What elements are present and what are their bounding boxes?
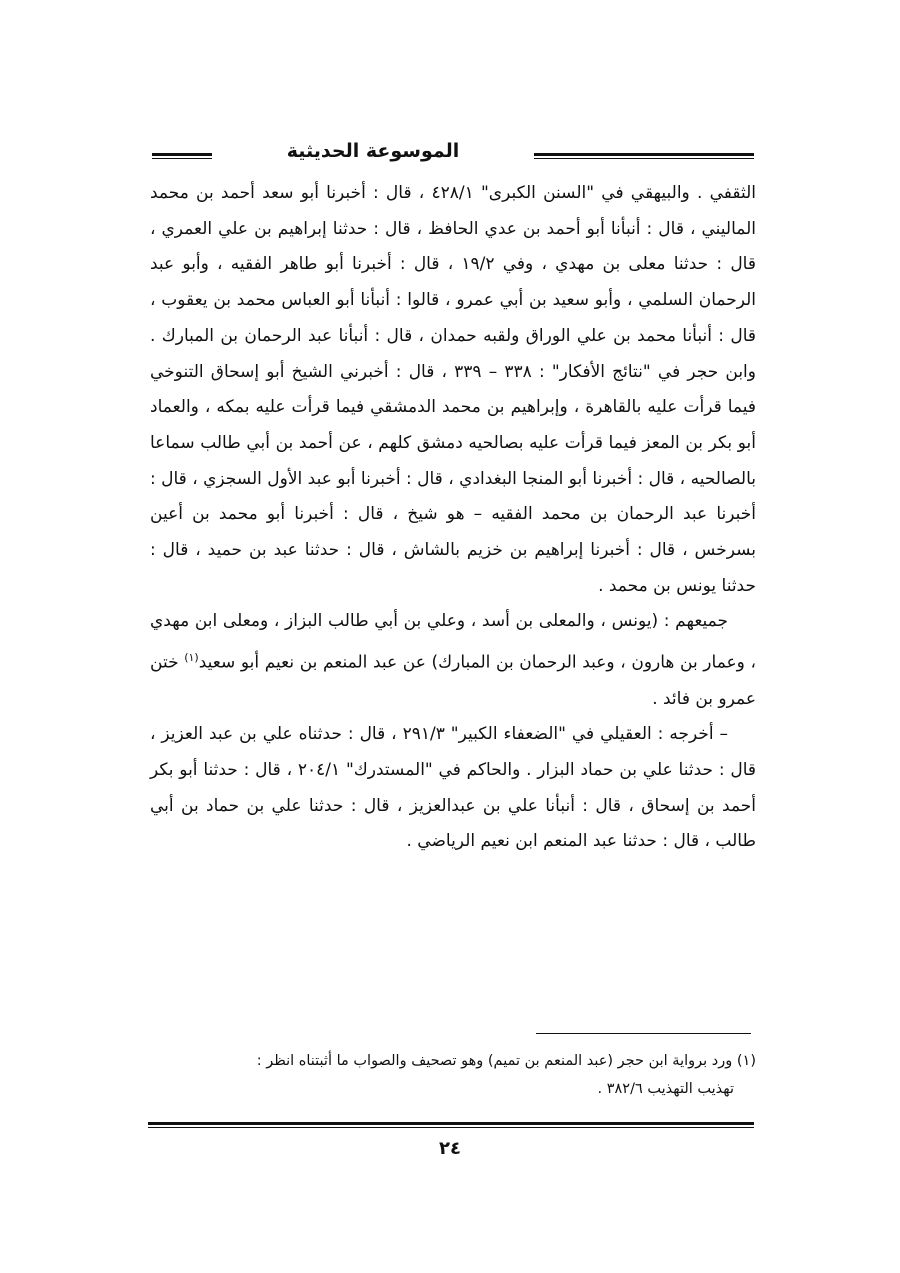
footnote-line-2: تهذيب التهذيب ٣٨٢/٦ . <box>597 1081 734 1097</box>
paragraph-2-text: جميعهم : (يونس ، والمعلى بن أسد ، وعلي بن أبي طالب البزاز ، ومعلى ابن مهدي ، وعمار بن هارون ، وعبد الرحمان بن المبارك) عن عبد المنعم بن نعيم أبو سعيد <box>150 611 756 673</box>
page-number: ٢٤ <box>439 1138 461 1159</box>
paragraph-2 <box>150 604 756 717</box>
paragraph-1: الثقفي . والبيهقي في "السنن الكبرى" ٤٢٨/١ ، قال : أخبرنا أبو سعد أحمد بن محمد الماليني ، قال : أنبأنا أبو أحمد بن عدي الحافظ ، قال : حدثنا إبراهيم بن علي العمري ، قال : حدثنا معلى بن مهدي ، وفي ١٩/٢ ، قال : أخبرنا أبو طاهر الفقيه ، وأبو عبد الرحمان السلمي ، وأبو سعيد بن أبي عمرو ، قالوا : أنبأنا أبو العباس محمد بن يعقوب ، قال : أنبأنا محمد بن علي الوراق ولقبه حمدان ، قال : أنبأنا عبد الرحمان بن المبارك . وابن حجر في "نتائج الأفكار" : ٣٣٨ – ٣٣٩ ، قال : أخبرني الشيخ أبو إسحاق التنوخي فيما قرأت عليه بالقاهرة ، وإبراهيم بن محمد الدمشقي فيما قرأت عليه بمكه ، والعماد أبو بكر بن المعز فيما قرأت عليه بصالحيه دمشق كلهم ، عن أحمد بن أبي طالب سماعا بالصالحيه ، قال : أخبرنا أبو المنجا البغدادي ، قال : أخبرنا أبو عبد الأول السجزي ، قال : أخبرنا عبد الرحمان بن محمد الفقيه – هو شيخ ، قال : أخبرنا أبو محمد بن أعين بسرخس ، قال : أخبرنا إبراهيم بن خزيم بالشاش ، قال : حدثنا عبد بن حميد ، قال : حدثنا يونس بن محمد . <box>150 183 756 596</box>
paragraph-3: – أخرجه : العقيلي في "الضعفاء الكبير" ٢٩١/٣ ، قال : حدثناه علي بن عبد العزيز ، قال : حدثنا علي بن حماد البزار . والحاكم في "المستدرك" ٢٠٤/١ ، قال : حدثنا أبو بكر أحمد بن إسحاق ، قال : أنبأنا علي بن عبدالعزيز ، قال : حدثنا علي بن حماد بن أبي طالب ، قال : حدثنا عبد المنعم ابن نعيم الرياضي . <box>150 724 756 852</box>
running-header <box>148 138 754 174</box>
main-text <box>150 176 756 860</box>
footnote <box>152 1047 756 1103</box>
footnote-reference: (١) <box>184 651 199 665</box>
header-rule-left <box>152 153 212 159</box>
footnote-line-1: (١) ورد برواية ابن حجر (عبد المنعم بن تميم) وهو تصحيف والصواب ما أثبتناه انظر : <box>256 1053 756 1069</box>
footnote-separator <box>536 1033 751 1034</box>
footer-rule <box>148 1122 754 1130</box>
paragraph-2-text-end: ختن عمرو بن فائد . <box>150 652 756 709</box>
header-title: الموسوعة الحديثية <box>286 140 460 162</box>
header-rule-right <box>534 153 754 159</box>
